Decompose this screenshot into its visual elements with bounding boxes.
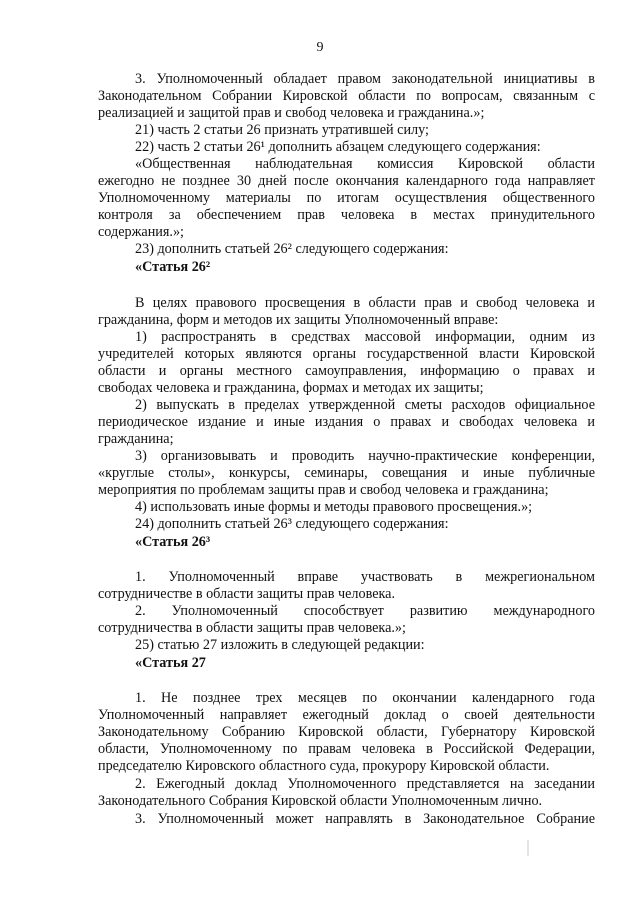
text-line: 3. Уполномоченный обладает правом законодательной инициативы в bbox=[135, 71, 595, 87]
text-line: мероприятия по проблемам защиты прав и свобод человека и гражданина; bbox=[98, 482, 549, 498]
text-line: 2. Ежегодный доклад Уполномоченного представляется на заседании bbox=[135, 776, 595, 792]
text-line: «круглые столы», конкурсы, семинары, совещания и иные публичные bbox=[98, 465, 595, 481]
text-line: Законодательном Собрании Кировской области по вопросам, связанным с bbox=[98, 88, 595, 104]
article-heading: «Статья 26³ bbox=[135, 534, 211, 550]
text-line: 2) выпускать в пределах утвержденной сметы расходов официальное bbox=[135, 397, 595, 413]
text-line: сотрудничестве в области защиты прав человека. bbox=[98, 586, 396, 602]
text-line: 1) распространять в средствах массовой информации, одним из bbox=[135, 329, 595, 345]
text-line: гражданина; bbox=[98, 431, 174, 447]
text-line: 3. Уполномоченный может направлять в Законодательное Собрание bbox=[135, 811, 595, 827]
text-line: области и органы местного самоуправления, информацию о правах и bbox=[98, 363, 595, 379]
text-line: ежегодно не позднее 30 дней после окончания календарного года направляет bbox=[98, 173, 595, 189]
text-line: 1. Уполномоченный вправе участвовать в межрегиональном bbox=[135, 569, 595, 585]
text-line: Уполномоченному материалы по итогам осуществления общественного bbox=[98, 190, 595, 206]
text-line: 23) дополнить статьей 26² следующего содержания: bbox=[135, 241, 449, 257]
text-line: свободах человека и гражданина, формах и методах их защиты; bbox=[98, 380, 484, 396]
text-line: гражданина, форм и методов их защиты Уполномоченный вправе: bbox=[98, 312, 499, 328]
text-line: председателю Кировского областного суда, прокурору Кировской области. bbox=[98, 758, 550, 774]
text-line: реализацией и защитой прав и свобод человека и гражданина.»; bbox=[98, 105, 485, 121]
article-heading: «Статья 27 bbox=[135, 655, 206, 671]
text-line: 1. Не позднее трех месяцев по окончании календарного года bbox=[135, 690, 595, 706]
text-line: 24) дополнить статьей 26³ следующего содержания: bbox=[135, 516, 449, 532]
text-line: Законодательному Собранию Кировской области, Губернатору Кировской bbox=[98, 724, 595, 740]
page-number: 9 bbox=[316, 40, 324, 55]
text-line: контроля за обеспечением прав человека в местах принудительного bbox=[98, 207, 595, 223]
text-line: области, Уполномоченному по правам человека в Российской Федерации, bbox=[98, 741, 595, 757]
article-heading: «Статья 26² bbox=[135, 259, 211, 275]
text-line: 22) часть 2 статьи 26¹ дополнить абзацем следующего содержания: bbox=[135, 139, 541, 155]
text-line: сотрудничества в области защиты прав человека.»; bbox=[98, 620, 406, 636]
text-line: Уполномоченный направляет ежегодный доклад о своей деятельности bbox=[98, 707, 595, 723]
text-line: учредителей которых являются органы государственной власти Кировской bbox=[98, 346, 595, 362]
text-line: периодическое издание и иные издания о правах и свободах человека и bbox=[98, 414, 595, 430]
text-line: В целях правового просвещения в области прав и свобод человека и bbox=[135, 295, 595, 311]
text-line: Законодательного Собрания Кировской области Уполномоченным лично. bbox=[98, 793, 543, 809]
text-line: «Общественная наблюдательная комиссия Кировской области bbox=[135, 156, 595, 172]
text-line: 3) организовывать и проводить научно-практические конференции, bbox=[135, 448, 595, 464]
text-line: 2. Уполномоченный способствует развитию международного bbox=[135, 603, 595, 619]
text-line: 4) использовать иные формы и методы правового просвещения.»; bbox=[135, 499, 533, 515]
text-line: 25) статью 27 изложить в следующей редакции: bbox=[135, 637, 425, 653]
text-line: 21) часть 2 статьи 26 признать утратившей силу; bbox=[135, 122, 429, 138]
text-line: содержания.»; bbox=[98, 224, 184, 240]
